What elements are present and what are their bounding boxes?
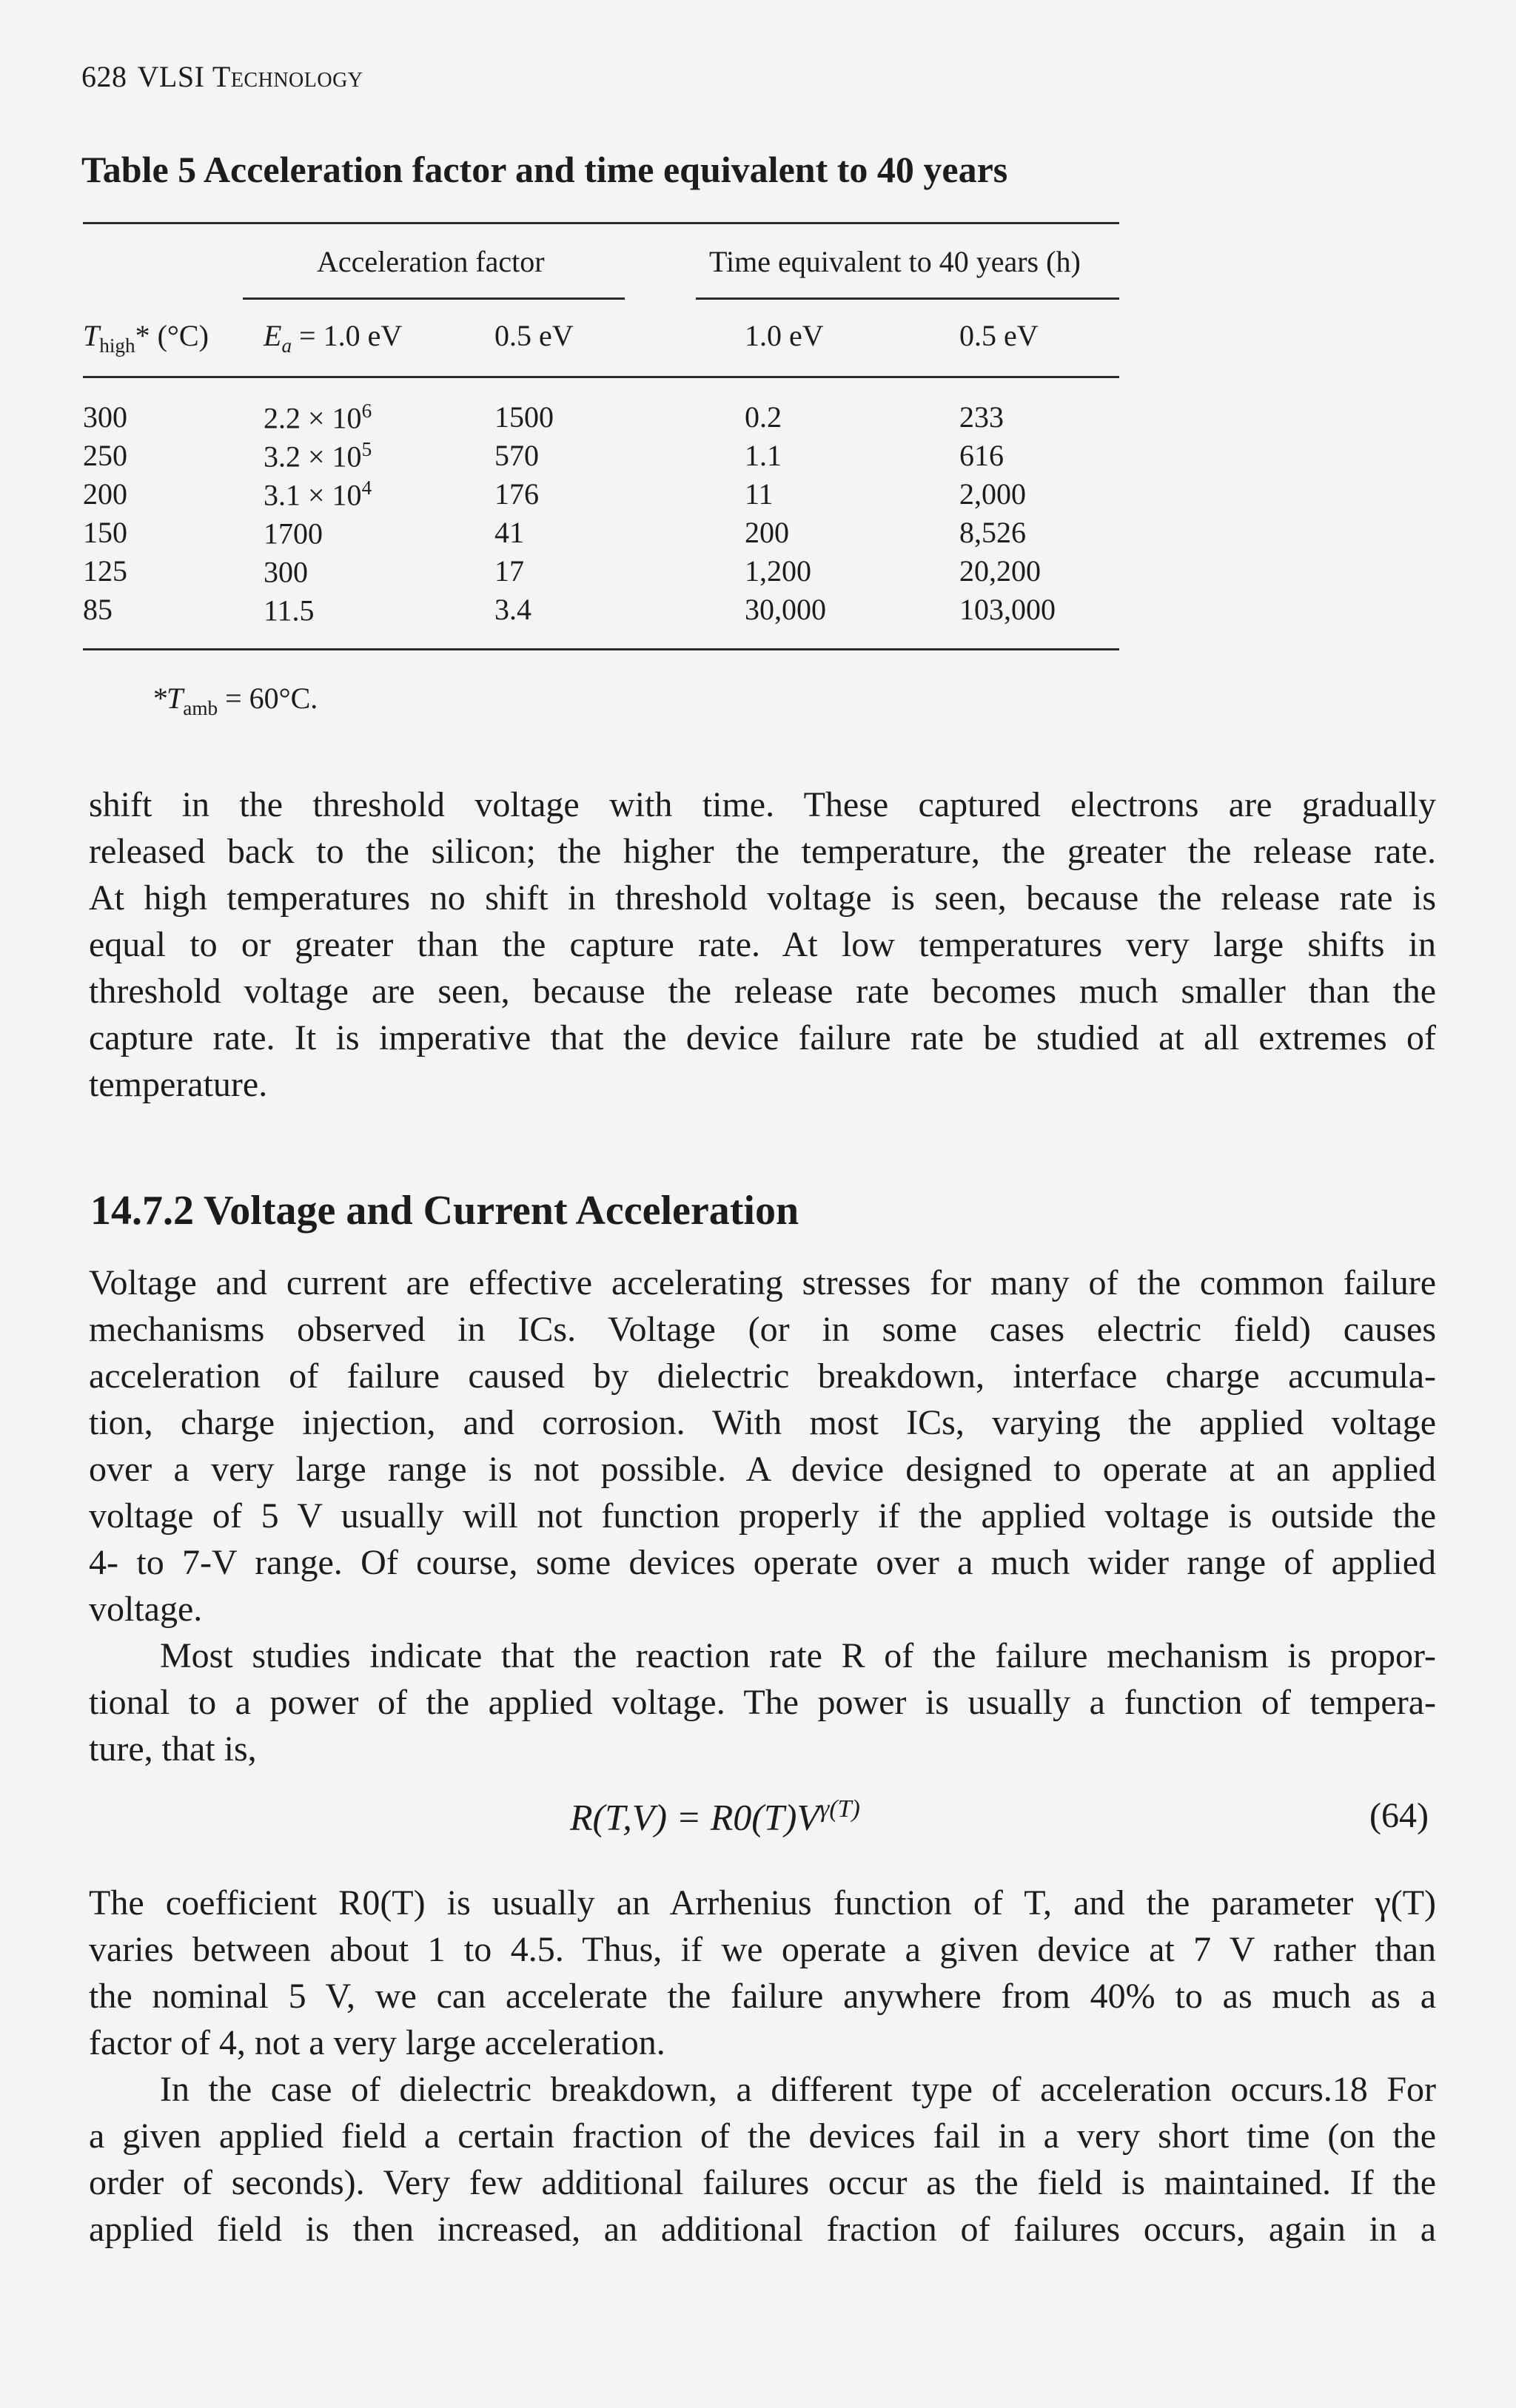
running-header — [81, 59, 363, 94]
cell-af-05: 570 — [494, 439, 539, 472]
group-header-time: Time equivalent to 40 years (h) — [709, 245, 1081, 278]
cell-temperature: 300 — [83, 400, 127, 434]
text-line: The coefficient R0(T) is usually an Arrhenius function of T, and the parameter γ(T) — [89, 1883, 1436, 1923]
page-number: 628 — [81, 60, 127, 93]
col-header-ea — [264, 318, 402, 357]
footnote-suffix: = 60°C. — [218, 682, 318, 715]
cell-te-05: 616 — [959, 439, 1004, 472]
cell-te-10: 1,200 — [745, 554, 811, 588]
cell-temperature: 150 — [83, 516, 127, 549]
ea-sub: a — [281, 334, 292, 357]
af-base: 2.2 × 10 — [264, 401, 362, 435]
text-line: order of seconds). Very few additional failures occur as the field is maintained. If the — [89, 2163, 1436, 2202]
cell-te-10: 30,000 — [745, 593, 826, 626]
group-header-acceleration: Acceleration factor — [317, 245, 545, 278]
paragraph-dielectric-breakdown — [89, 2066, 1436, 2253]
table-bottom-rule — [83, 648, 1119, 650]
header-title-prefix: VLSI — [137, 60, 205, 93]
col-header-af-05: 0.5 eV — [494, 319, 574, 352]
cell-te-10: 0.2 — [745, 400, 782, 434]
cell-af-05: 3.4 — [494, 593, 531, 626]
text-line: capture rate. It is imperative that the device failure rate be studied at all extremes of — [89, 1018, 1436, 1057]
cell-te-05: 2,000 — [959, 477, 1026, 511]
paragraph-voltage-current — [89, 1260, 1436, 1632]
text-line: ture, that is, — [89, 1729, 257, 1769]
paragraph-threshold-shift — [89, 781, 1436, 1108]
thigh-tail: * (°C) — [135, 319, 209, 352]
thigh-symbol: T — [83, 319, 100, 352]
cell-af-10 — [264, 592, 315, 628]
header-title-rest: Technology — [212, 60, 363, 93]
text-line: shift in the threshold voltage with time. These captured electrons are gradually — [89, 785, 1436, 824]
text-line: applied field is then increased, an additional fraction of failures occurs, again in a — [89, 2210, 1436, 2249]
text-line: a given applied field a certain fraction of the devices fail in a very short time (on the — [89, 2116, 1436, 2156]
footnote-sub: amb — [183, 697, 218, 719]
cell-te-05: 233 — [959, 400, 1004, 434]
cell-af-10 — [264, 515, 323, 551]
cell-af-05: 17 — [494, 554, 524, 588]
text-line: mechanisms observed in ICs. Voltage (or in some cases electric field) causes — [89, 1310, 1436, 1349]
text-line: temperature. — [89, 1065, 268, 1104]
cell-af-05: 1500 — [494, 400, 554, 434]
col-header-te-10: 1.0 eV — [745, 319, 824, 352]
af-exp: 5 — [361, 438, 372, 460]
equation-body: R(T,V) = R0(T)V — [570, 1796, 819, 1838]
text-line: In the case of dielectric breakdown, a different type of acceleration occurs.18 For — [160, 2070, 1436, 2109]
cell-af-05: 176 — [494, 477, 539, 511]
af-base: 3.1 × 10 — [264, 478, 362, 512]
equation-number: (64) — [1369, 1796, 1429, 1835]
cell-temperature: 250 — [83, 439, 127, 472]
af-base: 3.2 × 10 — [264, 440, 362, 474]
cell-te-05: 103,000 — [959, 593, 1056, 626]
time-group-rule — [696, 297, 1119, 300]
text-line: released back to the silicon; the higher the temperature, the greater the release rate. — [89, 832, 1436, 871]
cell-af-10 — [264, 438, 372, 474]
footnote-prefix: *T — [152, 682, 184, 715]
acceleration-group-rule — [243, 297, 625, 300]
cell-temperature: 85 — [83, 593, 113, 626]
col-header-te-05: 0.5 eV — [959, 319, 1039, 352]
equation-exponent: γ(T) — [819, 1795, 860, 1823]
col-header-thigh — [83, 318, 209, 357]
table-header-rule — [83, 376, 1119, 378]
cell-af-10 — [264, 477, 372, 512]
equation-64 — [570, 1795, 860, 1839]
text-line: 4- to 7-V range. Of course, some devices operate over a much wider range of applied — [89, 1543, 1436, 1582]
table-footnote — [152, 681, 318, 720]
table-top-rule — [83, 222, 1119, 224]
cell-af-10 — [264, 554, 308, 589]
text-line: acceleration of failure caused by dielectric breakdown, interface charge accumula- — [89, 1356, 1436, 1396]
af-exp: 4 — [361, 477, 372, 499]
af-base: 300 — [264, 555, 308, 589]
text-line: tional to a power of the applied voltage. The power is usually a function of tempera- — [89, 1683, 1436, 1722]
cell-te-10: 1.1 — [745, 439, 782, 472]
cell-af-10 — [264, 400, 372, 435]
af-base: 1700 — [264, 517, 323, 551]
section-heading: 14.7.2 Voltage and Current Acceleration — [90, 1188, 799, 1234]
af-base: 11.5 — [264, 593, 315, 628]
table-title: Table 5 Acceleration factor and time equivalent to 40 years — [81, 149, 1008, 190]
text-line: equal to or greater than the capture rate. At low temperatures very large shifts in — [89, 925, 1436, 964]
thigh-sub: high — [99, 334, 135, 357]
ea-symbol: E — [264, 319, 282, 352]
text-line: over a very large range is not possible. A device designed to operate at an applied — [89, 1450, 1436, 1489]
paragraph-arrhenius — [89, 1880, 1436, 2066]
cell-temperature: 125 — [83, 554, 127, 588]
cell-af-05: 41 — [494, 516, 524, 549]
text-line: varies between about 1 to 4.5. Thus, if we operate a given device at 7 V rather than — [89, 1930, 1436, 1969]
cell-temperature: 200 — [83, 477, 127, 511]
text-line: Voltage and current are effective accelerating stresses for many of the common failure — [89, 1263, 1436, 1302]
cell-te-10: 200 — [745, 516, 789, 549]
text-line: Most studies indicate that the reaction rate R of the failure mechanism is propor- — [160, 1636, 1436, 1675]
text-line: At high temperatures no shift in threshold voltage is seen, because the release rate is — [89, 878, 1436, 918]
text-line: voltage. — [89, 1590, 203, 1629]
text-line: voltage of 5 V usually will not function properly if the applied voltage is outside the — [89, 1496, 1436, 1536]
af-exp: 6 — [361, 400, 372, 422]
cell-te-05: 20,200 — [959, 554, 1041, 588]
text-line: the nominal 5 V, we can accelerate the failure anywhere from 40% to as much as a — [89, 1977, 1436, 2016]
text-line: threshold voltage are seen, because the release rate becomes much smaller than the — [89, 972, 1436, 1011]
text-line: tion, charge injection, and corrosion. With most ICs, varying the applied voltage — [89, 1403, 1436, 1442]
cell-te-05: 8,526 — [959, 516, 1026, 549]
cell-te-10: 11 — [745, 477, 774, 511]
ea-tail: = 1.0 eV — [292, 319, 403, 352]
text-line: factor of 4, not a very large acceleration. — [89, 2023, 665, 2062]
paragraph-reaction-rate — [89, 1632, 1436, 1772]
